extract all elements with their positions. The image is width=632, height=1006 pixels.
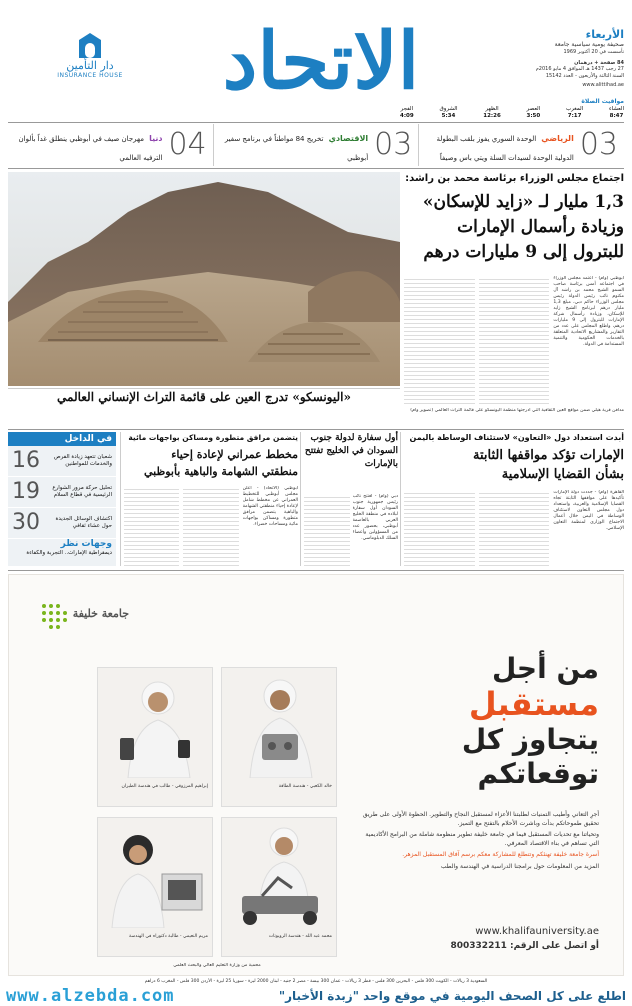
teaser-category: دنيا	[149, 134, 163, 143]
ad-phone[interactable]: أو اتصل على الرقم: 800332211	[450, 941, 599, 951]
lead-headline-line2: وزيادة رأسمال الإمارات	[457, 217, 624, 237]
inside-item-page: 16	[12, 448, 40, 473]
views-title: وجهات نظر	[60, 539, 112, 549]
inside-item[interactable]	[8, 508, 116, 539]
insurance-house-icon	[75, 30, 105, 60]
prayer-time-item	[527, 106, 541, 120]
inside-item-text: تحليل حركة مرور الشوارع الرئيسية في قطاع السلام	[52, 485, 112, 498]
student-photo-icon	[98, 818, 212, 928]
divider	[120, 432, 121, 566]
lead-body-column	[404, 276, 475, 406]
planning-body-text: أبوظبي (الاتحاد) - أعلن مجلس أبوظبي للتخطيط العمراني عن مخطط شامل لإعادة إحياء منطقتي الشهامة والباهية يتضمن مرافق متطورة ومساكن بواجهات مائية ومساحات خضراء.	[242, 486, 298, 527]
sponsor-logo[interactable]	[44, 30, 136, 90]
prayer-time-item	[439, 106, 457, 120]
ad-photo-caption: خالد الكعبي - هندسة الطاقة	[278, 784, 332, 789]
sponsor-name-ar: دار التأمين	[66, 59, 114, 72]
ad-headline-line3: يتجاوز كل	[461, 723, 599, 756]
ad-photo-caption: مريم النعيمي - طالبة دكتوراه في الهندسة	[128, 934, 208, 939]
photo-credit: مدافن قرية هيلي ضمن مواقع العين الثقافية التي أدرجتها منظمة اليونسكو على قائمة التراث العالمي (تصوير وام)	[8, 408, 624, 430]
views-text[interactable]: ديمقراطية الإمارات.. التجربة والكفاءة	[26, 550, 112, 556]
prayer-row	[400, 106, 624, 120]
ad-university-name: جامعة خليفة	[72, 607, 129, 620]
masthead	[0, 0, 632, 118]
ad-headline-line4: توقعاتكم	[477, 757, 599, 790]
ad-photo	[221, 817, 337, 957]
ad-photo	[97, 817, 213, 957]
ad-body-p1: أجرِ التعاني وأطيب التمنيات لطلبتنا الأعزاء لمستقبل النجاح والتطوير. الحظوة الأولى على طريق تحقيق طموحاتكم بدأت وباشرت الأحلام بالتفتح مع التميز.	[362, 811, 599, 827]
gcc-body-column	[479, 490, 550, 566]
teaser-page-number: 03	[579, 127, 618, 162]
lead-headline[interactable]	[404, 190, 624, 268]
prayer-name: المغرب	[565, 106, 584, 112]
teaser-page-number: 03	[374, 127, 413, 162]
lead-headline-line1: 1,3 مليار لـ «زايد للإسكان»	[422, 192, 624, 212]
website[interactable]: www.alittihad.ae	[582, 82, 624, 88]
divider	[400, 432, 401, 566]
lead-headline-line3: للبترول إلى 9 مليارات درهم	[423, 242, 624, 262]
ad-footer-note: محمية من وزارة التعليم العالي والبحث العلمي	[173, 963, 261, 968]
ad-headline-line2: مستقبل	[468, 685, 599, 723]
tagline: صحيفة يومية سياسية جامعة	[554, 41, 624, 48]
ad-photo-grid	[97, 667, 337, 959]
ad-body-p3: أسرة جامعة خليفة تهنئكم وتتطلع للمشاركة معكم برسم آفاق المستقبل المزهر.	[402, 851, 599, 858]
masthead-info	[478, 28, 624, 92]
gcc-headline[interactable]	[404, 446, 624, 486]
university-ad[interactable]	[8, 574, 624, 976]
ad-body-p2: وتحياتنا مع تحديات المستقبل فيما في جامعة خليفة تطوير منظومة شاملة من البرامج الأكاديمية التي تساهم في بناء الاقتصاد المعرفي.	[365, 831, 599, 847]
banner-text: اطلع على كل الصحف اليومية في موقع واحد "زبدة الأخبار"	[278, 989, 626, 1003]
date: 27 رجب 1437 هـ الموافق 4 مايو 2016م	[535, 66, 624, 72]
inside-item-page: 30	[12, 510, 40, 535]
teaser-category: الرياضي	[541, 134, 574, 143]
gcc-headline-line2: بشأن القضايا الإسلامية	[501, 467, 624, 482]
ad-photo-caption: إبراهيم المرزوقي - طالب في هندسة الطيران	[121, 784, 208, 789]
teaser[interactable]	[213, 124, 419, 166]
prayer-time: 12:26	[483, 113, 501, 119]
weekday: الأربعاء	[585, 28, 624, 41]
ad-photo	[221, 667, 337, 807]
prayer-name: الفجر	[400, 106, 414, 112]
inside-title: في الداخل	[8, 432, 116, 446]
ad-body	[359, 811, 599, 921]
prayer-time-item	[400, 106, 414, 120]
prayer-title: مواقيت الصلاة	[581, 98, 624, 105]
prayer-time: 4:09	[400, 113, 414, 119]
divider	[8, 168, 624, 169]
archaeological-site-image	[8, 172, 400, 386]
divider	[300, 432, 301, 566]
photo-caption: «اليونسكو» تدرج العين على قائمة التراث الإنساني العالمي	[8, 388, 400, 408]
ad-body-p4: المزيد من المعلومات حول برامجنا الدراسية في الهندسة والطب	[440, 862, 599, 870]
price-strip: السعودية 3 ريالات - الكويت 300 فلس - البحرين 300 فلس - قطر 3 ريالات - عمان 300 بيسة - مصر 2 جنيه - لبنان 2000 ليرة - سوريا 25 ليرة - الأردن 300 فلس - المغرب 6 دراهم	[144, 979, 488, 984]
prayer-time: 3:50	[526, 113, 541, 119]
teaser-category: الاقتصادي	[328, 134, 369, 143]
divider	[8, 122, 624, 123]
teaser-page-number: 04	[168, 127, 207, 162]
ad-logo	[39, 601, 129, 641]
gcc-headline-line1: الإمارات تؤكد مواقفها الثابتة	[472, 448, 624, 463]
planning-body-column	[124, 486, 179, 566]
teaser-text: الوحدة السوري يفوز بلقب البطولة الدولية الوحدة لسيدات السلة ويتي باس وصيفاً	[436, 135, 574, 162]
pages: 84 صفحة + درهمان	[574, 59, 624, 66]
prayer-time: 8:47	[609, 113, 624, 119]
divider	[8, 570, 624, 571]
student-photo-icon	[222, 668, 336, 778]
prayer-time: 5:34	[441, 113, 456, 119]
prayer-time-item	[609, 106, 624, 120]
prayer-time-item	[566, 106, 583, 120]
inside-item-text: اكتشاف الوسائل الجديدة حول عشاء ثقافي	[55, 516, 112, 529]
newspaper-title[interactable]: الاتحاد	[222, 16, 420, 107]
inside-item-page: 19	[12, 479, 40, 504]
inside-item-text: شعبان تتعهد زيادة الفرص والخدمات للمواطنين	[53, 454, 112, 467]
planning-body-column	[183, 486, 238, 566]
student-photo-icon	[98, 668, 212, 778]
lead-body-text: أبوظبي (وام) - اعتمد مجلس الوزراء في اجتماعه أمس برئاسة صاحب السمو الشيخ محمد بن راشد آل مكتوم نائب رئيس الدولة رئيس مجلس الوزراء حاكم دبي، مبلغ 1,3 مليار درهم لبرنامج الشيخ زايد للإسكان، وزيادة رأسمال شركة الإمارات للبترول إلى 9 مليارات درهم، واطلع المجلس على عدد من التقارير والمشاريع الاتحادية المتعلقة بالخدمات الحكومية والتنمية المستدامة في الدولة.	[553, 276, 624, 347]
sponsor-name-en: INSURANCE HOUSE	[57, 72, 123, 79]
prayer-name: العصر	[526, 106, 541, 112]
planning-headline[interactable]	[124, 446, 298, 482]
student-photo-icon	[222, 818, 336, 928]
gcc-body-text: القاهرة (وام) - جددت دولة الإمارات تأكيدها على مواقفها الثابتة تجاه القضايا الإسلامية والعربية، واستعداد دول مجلس التعاون لاستئناف الوساطة في اليمن خلال أعمال الاجتماع الوزاري لمنظمة التعاون الإسلامي.	[553, 490, 624, 531]
inside-item[interactable]	[8, 446, 116, 477]
issue: السنة الثالثة والأربعون - العدد 15142	[545, 72, 624, 79]
teaser-text: مهرجان صيف في أبوظبي ينطلق غداً بألوان الترفيه العالمي	[18, 135, 163, 162]
sudan-body-column	[304, 494, 350, 566]
lead-body-column	[479, 276, 550, 406]
teaser[interactable]	[418, 124, 624, 166]
gcc-body	[404, 490, 624, 566]
lead-kicker: اجتماع مجلس الوزراء برئاسة محمد بن راشد:	[405, 173, 624, 184]
sudan-headline[interactable]: أول سفارة لدولة جنوب السودان في الخليج تفتتح بالإمارات	[304, 433, 398, 469]
inside-items	[8, 446, 116, 539]
ad-headline-line1: من أجل	[491, 652, 599, 685]
khalifa-university-icon	[39, 601, 69, 635]
prayer-time-item	[483, 106, 501, 120]
zebda-banner[interactable]	[0, 987, 632, 1006]
sudan-body-text: دبي (وام) - افتتح نائب رئيس جمهورية جنوب السودان أول سفارة لبلاده في منطقة الخليج العربي بالعاصمة أبوظبي، بحضور عدد من المسؤولين وأعضاء السلك الدبلوماسي.	[352, 494, 398, 541]
prayer-name: الظهر	[485, 106, 499, 112]
teasers-bar	[8, 124, 624, 166]
inside-item[interactable]	[8, 477, 116, 508]
ad-photo-caption: محمد عبد الله - هندسة الروبوتات	[268, 934, 332, 939]
planning-kicker: يتضمن مرافق متطورة ومساكن بواجهات مائية	[128, 433, 298, 442]
prayer-name: الشروق	[439, 106, 458, 112]
inside-box	[8, 432, 116, 566]
ad-photo	[97, 667, 213, 807]
teaser[interactable]	[8, 124, 213, 166]
teaser-text: تخريج 84 مواطناً في برنامج سفير أبوظبي	[224, 135, 369, 162]
prayer-name: العشاء	[608, 106, 624, 112]
planning-headline-line2: منطقتي الشهامة والباهية بأبوظبي	[143, 465, 298, 478]
sudan-body	[304, 494, 398, 566]
gcc-kicker: أبدت استعداد دول «التعاون» لاستئناف الوساطة باليمن	[409, 433, 624, 442]
planning-headline-line1: مخطط عمراني لإعادة إحياء	[171, 448, 298, 461]
lead-body	[404, 276, 624, 406]
ad-headline	[359, 653, 599, 803]
banner-site[interactable]: www.alzebda.com	[6, 986, 175, 1006]
founded: تأسست في 20 أكتوبر 1969	[563, 49, 624, 55]
prayer-time: 7:17	[567, 113, 582, 119]
prayer-times	[400, 98, 624, 120]
planning-body	[124, 486, 298, 566]
lead-photo[interactable]	[8, 172, 400, 386]
ad-website[interactable]: www.khalifauniversity.ae	[475, 926, 599, 937]
gcc-body-column	[404, 490, 475, 566]
